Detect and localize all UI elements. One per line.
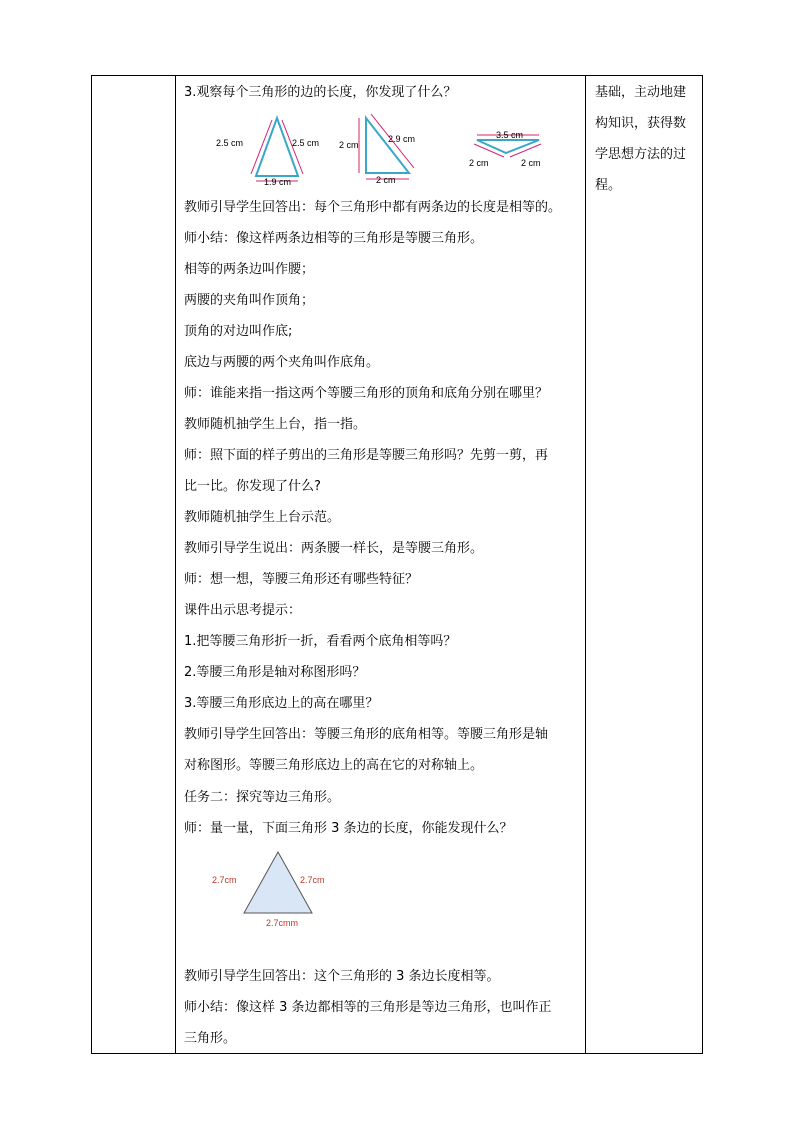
isosceles-triangles-figure [214, 108, 544, 188]
text-line: 教师引导学生回答出：等腰三角形的底角相等。等腰三角形是轴 [184, 727, 549, 742]
equilateral-right-label: 2.7cm [300, 875, 325, 885]
tri1-left-label: 2.5 cm [216, 138, 244, 148]
text-line: 师：量一量，下面三角形 3 条边的长度，你能发现什么？ [184, 821, 513, 836]
triangle-3 [469, 130, 541, 168]
text-line: 3.等腰三角形底边上的高在哪里？ [184, 696, 379, 711]
text-line: 3.观察每个三角形的边的长度，你发现了什么？ [184, 85, 457, 100]
column-divider-left [175, 76, 176, 1053]
text-line: 师小结：像这样 3 条边都相等的三角形是等边三角形，也叫作正 [184, 1000, 552, 1015]
tri2-left-label: 2 cm [339, 140, 359, 150]
text-line: 师：谁能来指一指这两个等腰三角形的顶角和底角分别在哪里？ [184, 386, 549, 401]
lesson-table [91, 75, 703, 1054]
equilateral-bottom-label: 2.7cmm [266, 918, 299, 928]
text-line: 1.把等腰三角形折一折，看看两个底角相等吗？ [184, 634, 457, 649]
text-line: 教师随机抽学生上台，指一指。 [184, 417, 367, 432]
text-line: 教师随机抽学生上台示范。 [184, 510, 341, 525]
right-text-line: 程。 [595, 178, 622, 193]
text-line: 相等的两条边叫作腰； [184, 262, 315, 277]
text-line: 课件出示思考提示： [184, 603, 302, 618]
text-line: 教师引导学生回答出：这个三角形的 3 条边长度相等。 [184, 969, 500, 984]
teaching-process-column [184, 76, 586, 1053]
equilateral-left-label: 2.7cm [212, 875, 237, 885]
text-line: 师：照下面的样子剪出的三角形是等腰三角形吗？先剪一剪，再 [184, 448, 549, 463]
text-line: 2.等腰三角形是轴对称图形吗？ [184, 665, 366, 680]
tri1-right-label: 2.5 cm [292, 138, 320, 148]
text-line: 教师引导学生说出：两条腰一样长，是等腰三角形。 [184, 541, 484, 556]
tri3-right-label: 2 cm [521, 158, 541, 168]
tri3-top-label: 3.5 cm [496, 130, 524, 140]
text-line: 对称图形。等腰三角形底边上的高在它的对称轴上。 [184, 758, 484, 773]
equilateral-triangle-figure [212, 848, 342, 934]
text-line: 师：想一想，等腰三角形还有哪些特征？ [184, 572, 419, 587]
tri2-bottom-label: 2 cm [376, 175, 396, 185]
triangle-1 [216, 118, 319, 187]
text-line: 三角形。 [184, 1031, 237, 1046]
triangle-2 [339, 114, 415, 185]
right-text-line: 构知识，获得数 [595, 116, 687, 131]
text-line: 师小结：像这样两条边相等的三角形是等腰三角形。 [184, 231, 484, 246]
right-text-line: 学思想方法的过 [595, 147, 687, 162]
text-line: 教师引导学生回答出：每个三角形中都有两条边的长度是相等的。 [184, 200, 562, 215]
text-line: 顶角的对边叫作底; [184, 324, 293, 339]
tri1-bottom-label: 1.9 cm [264, 177, 292, 187]
text-line: 底边与两腰的两个夹角叫作底角。 [184, 355, 380, 370]
tri2-hyp-label: 2.9 cm [388, 134, 416, 144]
right-text-line: 基础，主动地建 [595, 85, 687, 100]
text-line: 两腰的夹角叫作顶角； [184, 293, 315, 308]
tri3-left-label: 2 cm [469, 158, 489, 168]
text-line: 任务二：探究等边三角形。 [184, 790, 341, 805]
text-line: 比一比。你发现了什么? [184, 479, 321, 494]
